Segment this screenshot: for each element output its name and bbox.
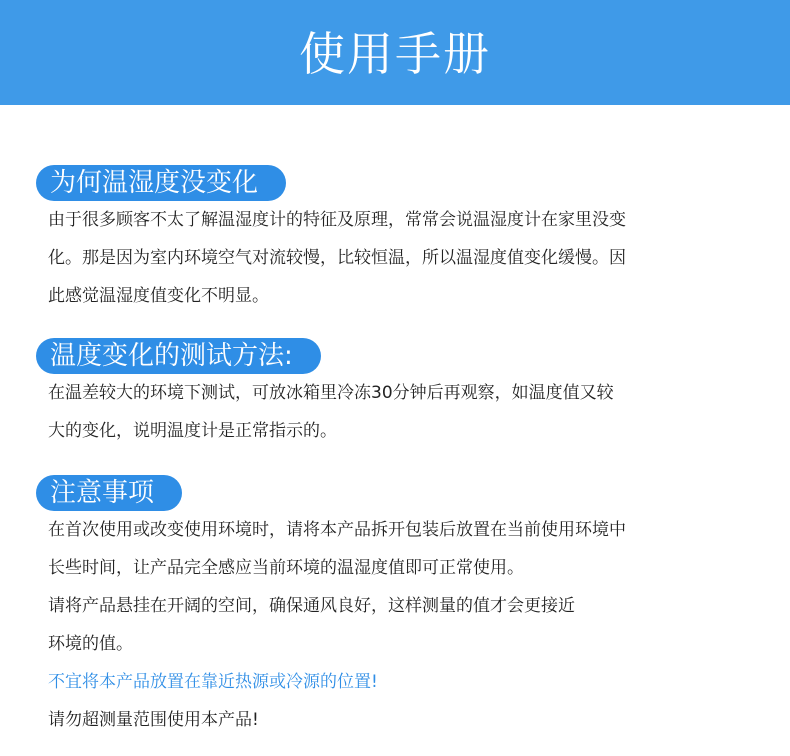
warning-line: 不宜将本产品放置在靠近热源或冷源的位置! xyxy=(48,672,378,692)
section-title-test-method: 温度变化的测试方法: xyxy=(36,338,321,374)
section-body-test-method xyxy=(48,374,748,450)
paragraph-line: 由于很多顾客不太了解温湿度计的特征及原理，常常会说温湿度计在家里没变 xyxy=(48,210,626,230)
page-title: 使用手册 xyxy=(299,27,491,81)
paragraph-line: 长些时间，让产品完全感应当前环境的温湿度值即可正常使用。 xyxy=(48,558,524,578)
section-body-notes xyxy=(48,511,748,739)
paragraph-line: 请将产品悬挂在开阔的空间，确保通风良好，这样测量的值才会更接近 xyxy=(48,596,575,616)
paragraph-line: 大的变化，说明温度计是正常指示的。 xyxy=(48,421,337,441)
paragraph-line: 此感觉温湿度值变化不明显。 xyxy=(48,286,269,306)
paragraph-line: 在温差较大的环境下测试，可放冰箱里冷冻30分钟后再观察，如温度值又较 xyxy=(48,383,614,403)
paragraph-line: 化。那是因为室内环境空气对流较慢，比较恒温，所以温湿度值变化缓慢。因 xyxy=(48,248,626,268)
paragraph-line: 在首次使用或改变使用环境时，请将本产品拆开包装后放置在当前使用环境中 xyxy=(48,520,626,540)
section-title-why-no-change: 为何温湿度没变化 xyxy=(36,165,286,201)
paragraph-line: 请勿超测量范围使用本产品! xyxy=(48,710,259,730)
paragraph-line: 环境的值。 xyxy=(48,634,133,654)
section-body-why-no-change xyxy=(48,201,748,315)
header-banner xyxy=(0,0,790,105)
section-title-notes: 注意事项 xyxy=(36,475,182,511)
